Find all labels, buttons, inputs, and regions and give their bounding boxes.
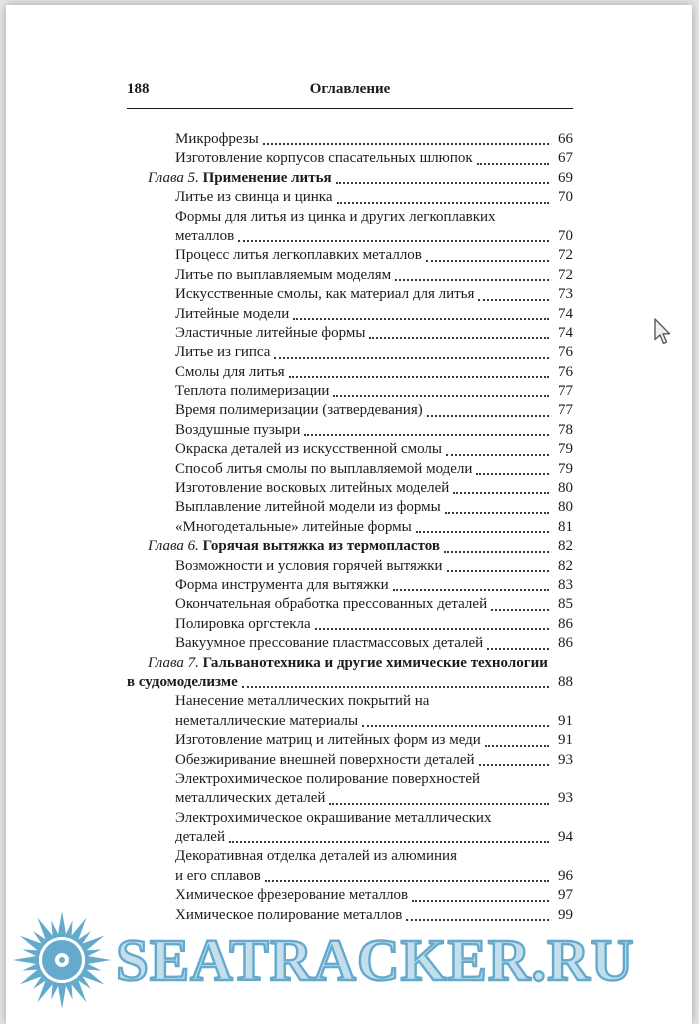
toc-entry-row	[127, 382, 573, 401]
toc-chapter-row	[127, 537, 573, 556]
dotted-leader	[293, 318, 549, 320]
dotted-leader	[304, 434, 549, 436]
entry-title: «Многодетальные» литейные формы	[175, 518, 412, 535]
dotted-leader	[336, 182, 549, 184]
entry-title: металлических деталей	[175, 790, 326, 807]
entry-page-number: 74	[558, 305, 573, 322]
dotted-leader	[479, 764, 549, 766]
dotted-leader	[444, 551, 549, 553]
entry-page-number: 70	[558, 189, 573, 206]
dotted-leader	[416, 531, 549, 533]
dotted-leader	[453, 492, 549, 494]
dotted-leader	[412, 900, 549, 902]
page-title: Оглавление	[309, 81, 391, 97]
entry-title: в судомоделизме	[127, 673, 238, 690]
dotted-leader	[476, 473, 549, 475]
entry-title: деталей	[175, 829, 225, 846]
entry-page-number: 94	[558, 829, 573, 846]
entry-title: Смолы для литья	[175, 363, 285, 380]
entry-title: Способ литья смолы по выплавляемой модели	[175, 460, 473, 477]
dotted-leader	[477, 163, 549, 165]
toc-entry-row	[127, 731, 573, 750]
entry-title: Обезжиривание внешней поверхности деталей	[175, 751, 475, 768]
entry-page-number: 88	[558, 673, 573, 690]
entry-page-number: 93	[558, 751, 573, 768]
entry-title: Декоративная отделка деталей из алюминия	[175, 848, 457, 865]
entry-page-number: 77	[558, 402, 573, 419]
dotted-leader	[263, 143, 549, 145]
toc-entry-row	[127, 305, 573, 324]
entry-page-number: 85	[558, 596, 573, 613]
entry-page-number: 80	[558, 480, 573, 497]
toc-entry-row	[127, 751, 573, 770]
dotted-leader	[485, 745, 549, 747]
dotted-leader	[478, 299, 549, 301]
toc-entry-row	[127, 401, 573, 420]
dotted-leader	[446, 454, 549, 456]
entry-page-number: 79	[558, 441, 573, 458]
chapter-title: Гальванотехника и другие химические технологии	[202, 654, 548, 671]
toc-entry-row	[127, 208, 573, 227]
dotted-leader	[238, 240, 549, 242]
toc-entry-row	[127, 828, 573, 847]
toc-entry-row	[127, 886, 573, 905]
entry-page-number: 91	[558, 712, 573, 729]
entry-title: Воздушные пузыри	[175, 421, 301, 438]
entry-title: Нанесение металлических покрытий на	[175, 693, 430, 710]
toc-entry-row	[127, 770, 573, 789]
entry-title: металлов	[175, 227, 235, 244]
entry-page-number: 82	[558, 538, 573, 555]
dotted-leader	[369, 337, 549, 339]
entry-page-number: 91	[558, 732, 573, 749]
entry-page-number: 76	[558, 363, 573, 380]
toc-chapter-row	[127, 673, 573, 692]
dotted-leader	[362, 725, 549, 727]
dotted-leader	[274, 357, 549, 359]
dotted-leader	[333, 395, 549, 397]
entry-title: Литейные модели	[175, 305, 290, 322]
entry-page-number: 66	[558, 131, 573, 147]
entry-title: Изготовление корпусов спасательных шлюпок	[175, 150, 473, 167]
entry-page-number: 99	[558, 906, 573, 923]
toc-entry-row	[127, 595, 573, 614]
dotted-leader	[395, 279, 549, 281]
entry-page-number: 69	[558, 169, 573, 186]
toc-entry-row	[127, 789, 573, 808]
sun-burst-icon	[12, 910, 112, 1010]
toc-entry-row	[127, 867, 573, 886]
toc-entry-row	[127, 324, 573, 343]
dotted-leader	[337, 202, 549, 204]
toc-chapter-row	[127, 654, 573, 673]
toc-entry-row	[127, 847, 573, 866]
toc-entry-row	[127, 634, 573, 653]
toc-entry-row	[127, 557, 573, 576]
entry-title: Литье из гипса	[175, 344, 271, 361]
toc-entry-row	[127, 149, 573, 168]
entry-title: Литье по выплавляемым моделям	[175, 266, 392, 283]
entry-page-number: 97	[558, 887, 573, 904]
entry-title: Химическое полирование металлов	[175, 906, 403, 923]
toc-entry-row	[127, 266, 573, 285]
entry-page-number: 79	[558, 460, 573, 477]
entry-title: Изготовление матриц и литейных форм из меди	[175, 732, 481, 749]
chapter-title: Применение литья	[202, 169, 332, 186]
entry-title: Форма инструмента для вытяжки	[175, 576, 389, 593]
entry-title: Вакуумное прессование пластмассовых деталей	[175, 635, 484, 652]
dotted-leader	[242, 686, 549, 688]
dotted-leader	[229, 841, 549, 843]
dotted-leader	[315, 628, 549, 630]
dotted-leader	[289, 376, 549, 378]
dotted-leader	[427, 415, 549, 417]
chapter-title: Горячая вытяжка из термопластов	[202, 538, 440, 555]
watermark	[12, 910, 634, 1010]
entry-title: Изготовление восковых литейных моделей	[175, 480, 450, 497]
entry-page-number: 76	[558, 344, 573, 361]
toc-entry-row	[127, 188, 573, 207]
entry-title: Микрофрезы	[175, 131, 259, 147]
chapter-prefix: Глава 5.	[148, 169, 203, 186]
entry-page-number: 96	[558, 867, 573, 884]
entry-page-number: 70	[558, 227, 573, 244]
entry-title: Электрохимическое полирование поверхностей	[175, 770, 481, 787]
toc-entry-row	[127, 712, 573, 731]
toc-entry-row	[127, 343, 573, 362]
header-rule	[127, 108, 573, 109]
toc-entry-row	[127, 692, 573, 711]
dotted-leader	[329, 803, 549, 805]
entry-title: Выплавление литейной модели из формы	[175, 499, 441, 516]
entry-page-number: 93	[558, 790, 573, 807]
toc-entry-row	[127, 809, 573, 828]
page-header	[127, 81, 573, 101]
entry-title: Процесс литья легкоплавких металлов	[175, 247, 422, 264]
entry-title: Полировка оргстекла	[175, 615, 311, 632]
entry-page-number: 72	[558, 247, 573, 264]
entry-page-number: 86	[558, 615, 573, 632]
entry-page-number: 67	[558, 150, 573, 167]
entry-title: Теплота полимеризации	[175, 383, 330, 400]
toc-entry-row	[127, 460, 573, 479]
chapter-prefix: Глава 7.	[148, 654, 203, 671]
toc-entry-row	[127, 615, 573, 634]
toc-entry-row	[127, 576, 573, 595]
entry-page-number: 77	[558, 383, 573, 400]
toc-entry-row	[127, 363, 573, 382]
entry-page-number: 81	[558, 518, 573, 535]
chapter-prefix: Глава 6.	[148, 538, 203, 555]
entry-title: Окончательная обработка прессованных деталей	[175, 596, 488, 613]
toc-entry-row	[127, 246, 573, 265]
entry-page-number: 73	[558, 286, 573, 303]
entry-title: Формы для литья из цинка и других легкоплавких	[175, 208, 496, 225]
document-page	[6, 5, 692, 1024]
toc-list	[127, 130, 573, 925]
arrow-cursor-icon	[654, 318, 672, 346]
dotted-leader	[445, 512, 549, 514]
toc-chapter-row	[127, 169, 573, 188]
entry-title: Искусственные смолы, как материал для литья	[175, 286, 475, 303]
dotted-leader	[393, 589, 549, 591]
entry-title: неметаллические материалы	[175, 712, 359, 729]
entry-title: Эластичные литейные формы	[175, 324, 366, 341]
dotted-leader	[426, 260, 549, 262]
toc-entry-row	[127, 285, 573, 304]
dotted-leader	[487, 648, 549, 650]
toc-entry-row	[127, 421, 573, 440]
page-content	[127, 81, 573, 925]
entry-page-number: 83	[558, 576, 573, 593]
toc-entry-row	[127, 479, 573, 498]
page-number: 188	[127, 81, 150, 97]
entry-page-number: 74	[558, 324, 573, 341]
toc-entry-row	[127, 227, 573, 246]
entry-page-number: 72	[558, 266, 573, 283]
toc-entry-row	[127, 498, 573, 517]
entry-title: Литье из свинца и цинка	[175, 189, 333, 206]
entry-title: Окраска деталей из искусственной смолы	[175, 441, 442, 458]
entry-page-number: 86	[558, 635, 573, 652]
toc-entry-row	[127, 130, 573, 149]
dotted-leader	[447, 570, 549, 572]
dotted-leader	[491, 609, 549, 611]
watermark-text: SEATRACKER.RU	[116, 926, 635, 993]
entry-page-number: 82	[558, 557, 573, 574]
dotted-leader	[265, 880, 549, 882]
entry-title: Возможности и условия горячей вытяжки	[175, 557, 443, 574]
entry-page-number: 78	[558, 421, 573, 438]
toc-entry-row	[127, 518, 573, 537]
entry-page-number: 80	[558, 499, 573, 516]
toc-entry-row	[127, 440, 573, 459]
entry-title: Химическое фрезерование металлов	[175, 887, 409, 904]
entry-title: Электрохимическое окрашивание металлических	[175, 809, 492, 826]
entry-title: и его сплавов	[175, 867, 261, 884]
entry-title: Время полимеризации (затвердевания)	[175, 402, 423, 419]
